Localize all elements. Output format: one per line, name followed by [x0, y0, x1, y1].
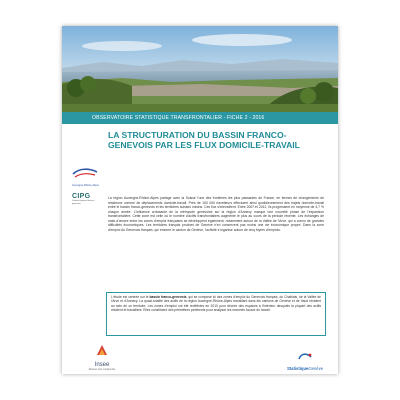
geneve-word: Genève: [308, 366, 324, 371]
cipg-logo: [72, 193, 102, 205]
statistique-word: Statistique: [286, 366, 309, 371]
statistique-geneve-logo-text: [280, 366, 330, 371]
methodology-bold-term: bassin franco-genevois: [149, 295, 187, 299]
methodology-text-end: , qui se compose ici des zones d'emploi du Genevois français, du Chablais, de la Vallée de l'Arve et d'Annecy. La quasi-totalité des actifs de la région Auvergne-Rhône-Alpes travaillant dans les cantons de Genève et de Vaud résident au sein de ce territoire. Les zones d'emploi ont été redéfinies en 2010 pour décrire des espaces à l'intérieur desquels la plupart des actifs résident et travaillent. Elles constituent des périmètres pertinents pour analyser les marchés locaux du travail.: [111, 295, 321, 313]
statistique-geneve-emblem-icon: [297, 351, 313, 361]
cipg-logo-subtitle: Comité régional franco-genevois: [72, 200, 95, 205]
methodology-text: [111, 295, 321, 313]
cover-photo: [62, 26, 338, 112]
intro-paragraph: La région Auvergne-Rhône-Alpes partage avec la Suisse l'une des frontières les plus passantes de France, en termes de changements de résidence comme de déplacements domicile-travail. Près de 100 000 navetteurs effectuent ainsi quotidiennement des trajets domicile-travail entre le bassin franco-genevois et les territoires suisses voisins. Ces flux s'intensifient. Entre 2007 et 2012, ils progressent en moyenne de 4,7 % chaque année. L'influence croissante de la métropole genevoise sur la région d'Annecy marque une nouvelle phase de l'expansion transfrontalière. Cette zone est celle où le nombre d'actifs transfrontaliers augmente le plus au cours de la période récente. Les échanges de main-d'œuvre entre les zones d'emploi françaises se développent également, notamment autour de la Vallée de l'Arve, qui a connu de grandes difficultés économiques. Les territoires français proches de Genève n'en conservent pas moins une vie économique propre. Dans la zone d'emploi du Genevois français, qui enserre le canton de Genève, l'activité s'organise autour de cinq foyers d'emplois.: [108, 196, 324, 232]
insee-logo-text: Insee: [94, 362, 110, 368]
header-band: OBSERVATOIRE STATISTIQUE TRANSFRONTALIER - FICHE 2 - 2016: [62, 112, 338, 124]
region-logo: [72, 166, 102, 187]
methodology-text-start: L'étude est centrée sur le: [111, 295, 150, 299]
insee-logo: [82, 343, 122, 372]
document-page: [62, 26, 338, 374]
region-logo-label: Auvergne-Rhône-Alpes: [72, 184, 99, 187]
insee-emblem-icon: [95, 343, 109, 357]
methodology-box: [106, 292, 326, 336]
statistique-geneve-logo: [280, 348, 330, 371]
insee-logo-tagline: Mesurer pour comprendre: [88, 369, 116, 371]
cipg-logo-text: CIPG: [72, 193, 91, 200]
page-title: LA STRUCTURATION DU BASSIN FRANCO-GENEVOIS PAR LES FLUX DOMICILE-TRAVAIL: [108, 130, 300, 150]
region-swoosh-icon: [72, 167, 98, 179]
